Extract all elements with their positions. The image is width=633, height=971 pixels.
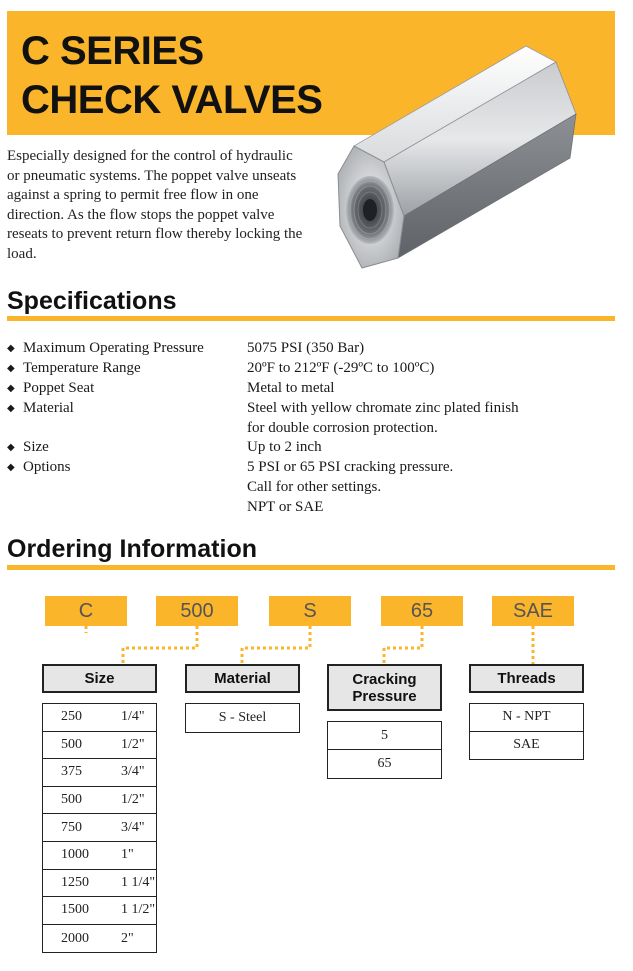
table-row [328,750,441,778]
size-header-label [84,670,114,687]
order-code-box: 500 [156,596,238,626]
intro-paragraph: Especially designed for the control of hydraulic or pneumatic systems. The poppet valve unseats against a spring to permit free flow in one direction. As the flow stops the poppet valve reseats to prevent return flow thereby locking the load. [7,148,303,262]
table-row [470,704,583,732]
size-inch: 3/4" [121,819,145,835]
size-code: 2000 [61,930,89,946]
spec-value [247,358,617,378]
spec-label: Poppet Seat [23,380,95,396]
header-line: Cracking [352,670,417,688]
threads-header [469,664,584,693]
size-code: 375 [61,764,82,780]
ordering-rule [7,565,615,570]
cracking-option: 65 [377,756,392,771]
spec-value [247,457,617,517]
table-row [328,722,441,750]
spec-value-line: 20ºF to 212ºF (-29ºC to 100ºC) [247,360,435,376]
material-header-label [214,670,271,687]
spec-value-line: Call for other settings. [247,479,382,495]
spec-value-line: Up to 2 inch [247,439,322,455]
size-code: 750 [61,819,82,835]
spec-value-line: Steel with yellow chromate zinc plated finish [247,400,519,416]
table-row [43,787,156,815]
size-inch: 2" [121,930,134,946]
table-row [186,704,299,732]
bullet-icon: ◆ [7,343,15,354]
bullet-icon: ◆ [7,363,15,374]
cracking-table [327,721,442,779]
check-valve-photo [332,6,622,278]
title-line-2: CHECK VALVES [21,78,323,122]
spec-value-line: Metal to metal [247,380,335,396]
spec-value-line: for double corrosion protection. [247,420,438,436]
title-line-1: C SERIES [21,29,204,73]
table-row [43,870,156,898]
spec-label: Size [23,439,49,455]
cracking-option: 5 [381,727,388,743]
table-row [43,732,156,760]
bullet-icon: ◆ [7,462,15,473]
material-header [185,664,300,693]
order-code-box: SAE [492,596,574,626]
size-inch: 1" [121,847,134,863]
connector-cracking [384,626,422,664]
threads-option: N - NPT [502,709,551,725]
material-table [185,703,300,733]
header-line: Size [84,670,115,687]
header-line: Pressure [352,687,417,705]
header-line: Material [214,670,271,687]
spec-value [247,378,617,398]
order-code-box: C [45,596,127,626]
size-code: 500 [61,792,82,808]
spec-value [247,437,617,457]
table-row [43,814,156,842]
spec-value [247,398,617,438]
spec-value [247,338,617,358]
size-header [42,664,157,693]
spec-label: Maximum Operating Pressure [23,340,204,356]
specifications-rule [7,316,615,321]
size-code: 250 [61,709,82,725]
table-row [43,842,156,870]
threads-header-label [497,670,555,687]
bullet-icon: ◆ [7,442,15,453]
size-inch: 3/4" [121,764,145,780]
material-option: S - Steel [218,710,267,725]
size-code: 1500 [61,902,89,918]
order-code-box: 65 [381,596,463,626]
cracking-pressure-header [327,664,442,711]
size-table [42,703,157,953]
bullet-icon: ◆ [7,403,15,414]
connector-material [242,626,310,664]
threads-table [469,703,584,760]
spec-value-line: 5 PSI or 65 PSI cracking pressure. [247,459,454,475]
header-line: Threads [497,670,556,687]
threads-option: SAE [513,737,540,753]
order-code-box: S [269,596,351,626]
cracking-pressure-header-label [352,671,416,705]
spec-value-line: 5075 PSI (350 Bar) [247,340,365,356]
bullet-icon: ◆ [7,383,15,394]
specifications-heading: Specifications [7,287,177,315]
spec-label: Options [23,459,71,475]
spec-label: Temperature Range [23,360,141,376]
size-inch: 1/2" [121,792,145,808]
size-code: 500 [61,736,82,752]
spec-value-line: NPT or SAE [247,499,324,515]
spec-label: Material [23,400,74,416]
table-row [43,759,156,787]
size-code: 1000 [61,847,89,863]
size-inch: 1 1/2" [121,902,156,918]
table-row [470,732,583,760]
size-inch: 1 1/4" [121,874,156,890]
connector-size [86,626,197,664]
size-inch: 1/4" [121,709,145,725]
size-inch: 1/2" [121,736,145,752]
size-code: 1250 [61,874,89,890]
table-row [43,925,156,953]
table-row [43,704,156,732]
ordering-heading: Ordering Information [7,535,257,563]
table-row [43,897,156,925]
